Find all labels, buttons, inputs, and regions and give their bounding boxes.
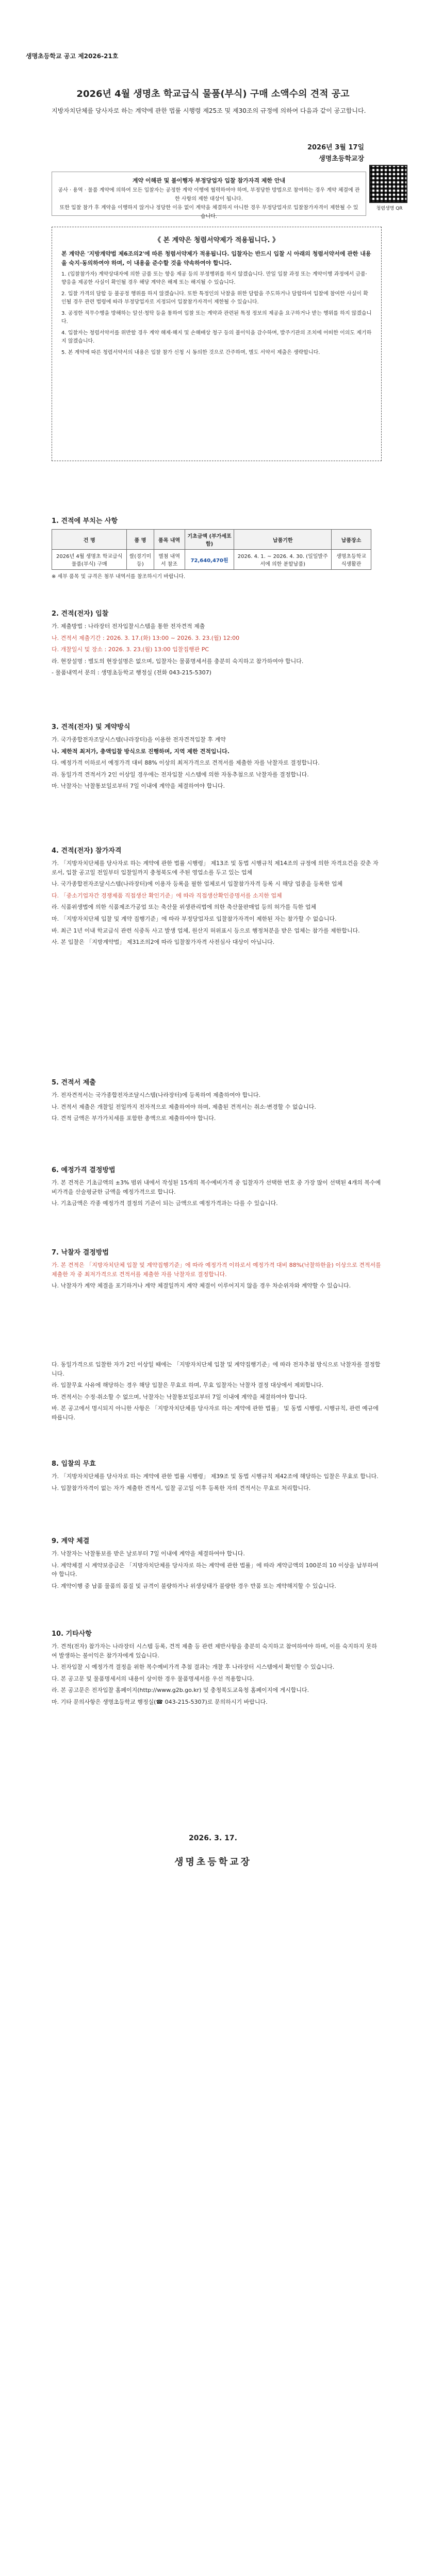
section-heading: 2. 견적(전자) 입찰 [52, 610, 109, 618]
section-item: 나. 기초금액은 각종 예정가격 결정의 기준이 되는 금액으로 예정가격과는 다를 수 있습니다. [52, 1200, 278, 1207]
section-etc [52, 1628, 382, 1709]
section-heading: 10. 기타사항 [52, 1630, 92, 1638]
section-item: 마. 견적서는 수정·취소할 수 없으며, 낙찰자는 낙찰통보일로부터 7일 이내에 계약을 체결하여야 합니다. [52, 1393, 307, 1400]
section-item: 다. 본 공고문 및 물품명세서의 내용이 상이한 경우 물품명세서를 우선 적용합니다. [52, 1675, 254, 1682]
section-heading: 7. 낙찰자 결정방법 [52, 1249, 109, 1257]
notice-line-3: 또한 입찰 참가 후 계약을 이행하지 않거나 정당한 이유 없이 계약을 체결하지 아니한 경우 부정당업자로 입찰참가자격이 제한될 수 있습니다. [59, 205, 358, 219]
closing-issuer: 생명초등학교장 [174, 1857, 252, 1868]
qr-caption: 청렴생명 QR [376, 206, 403, 211]
section-items [52, 515, 382, 584]
section-item: 다. 개찰일시 및 장소 : 2026. 3. 23.(월) 13:00 입찰집행관 PC [52, 646, 209, 653]
section-item: 다. 예정가격 이하로서 예정가격 대비 88% 이상의 최저가격으로 견적서를 제출한 자를 낙찰자로 결정합니다. [52, 759, 320, 767]
section-item: 나. 전자입찰 시 예정가격 결정을 위한 복수예비가격 추첨 결과는 개찰 후 나라장터 시스템에서 확인할 수 있습니다. [52, 1664, 335, 1671]
notice-date: 2026년 3월 17일 [307, 144, 364, 151]
section-item: 가. 본 견적은 「지방자치단체 입찰 및 계약집행기준」에 따라 예정가격 이하로서 예정가격 대비 88%(낙찰하한율) 이상으로 견적서를 제출한 자 중 최저가격으로 견적서를 제출한 자를 낙찰자로 결정합니다. [52, 1262, 381, 1278]
qr-code[interactable] [369, 165, 409, 214]
integrity-pledge-title: 《 본 계약은 청렴서약제가 적용됩니다. 》 [154, 236, 279, 244]
section-contract [52, 1535, 382, 1593]
table-cell: 2026년 4월 생명초 학교급식물품(부식) 구매 [52, 550, 127, 570]
section-item: 라. 식품위생법에 의한 식품제조가공업 또는 축산물 위생관리법에 의한 축산물판매업 등의 허가를 득한 업체 [52, 904, 316, 911]
items-note: ※ 세부 품목 및 규격은 첨부 내역서를 참조하시기 바랍니다. [52, 574, 186, 580]
notice-line-1: 계약 이해관 및 불이행자 부정당업자 입찰 참가자격 제한 안내 [132, 177, 286, 184]
section-item: 나. 견적서 제출은 개찰일 전일까지 전자적으로 제출하여야 하며, 제출된 견적서는 취소·변경할 수 없습니다. [52, 1103, 316, 1110]
section-heading: 6. 예정가격 결정방법 [52, 1166, 116, 1174]
table-header-cell: 납품장소 [332, 530, 371, 550]
section-item: 나. 계약체결 시 계약보증금은 「지방자치단체를 당사자로 하는 계약에 관한 법률」에 따라 계약금액의 100분의 10 이상을 납부하여야 합니다. [52, 1562, 379, 1578]
intro-text: 지방자치단체를 당사자로 하는 계약에 관한 법률 시행령 제25조 및 제30조의 규정에 의하여 다음과 같이 공고합니다. [52, 107, 366, 114]
table-header-cell: 납품기한 [234, 530, 332, 550]
section-item: - 물품내역서 문의 : 생명초등학교 행정실 (전화 043-215-5307) [52, 669, 211, 676]
section-item: 가. 제출방법 : 나라장터 전자입찰시스템을 통한 전자견적 제출 [52, 623, 205, 630]
table-cell: 생명초등학교 식생활관 [332, 550, 371, 570]
section-item: 나. 낙찰자가 계약 체결을 포기하거나 계약 체결일까지 계약 체결이 이루어지지 않을 경우 차순위자와 계약할 수 있습니다. [52, 1282, 351, 1290]
section-item: 라. 본 공고문은 전자입찰 홈페이지(http://www.g2b.go.kr) 및 충청북도교육청 홈페이지에 게시합니다. [52, 1687, 309, 1694]
table-header-row [52, 530, 371, 550]
items-table [52, 529, 371, 570]
integrity-pledge-p6: 5. 본 계약에 따른 청렴서약서의 내용은 입찰 참가 신청 시 동의한 것으로 간주하며, 별도 서약서 제출은 생략합니다. [61, 350, 320, 356]
table-header-cell: 기초금액 (부가세포함) [185, 530, 234, 550]
section-heading: 3. 견적(전자) 및 계약방식 [52, 723, 130, 731]
integrity-pledge-p2: 1. (입찰참가자) 계약상대자에 의한 금품 또는 향응 제공 등의 부정행위를 하지 않겠습니다. 만일 입찰 과정 또는 계약이행 과정에서 금품·향응을 제공한 사실이 확인될 경우 해당 계약은 해제 또는 해지될 수 있습니다. [61, 272, 367, 286]
section-item: 나. 견적서 제출기간 : 2026. 3. 17.(화) 13:00 ~ 2026. 3. 23.(월) 12:00 [52, 634, 240, 641]
table-cell: 별첨 내역서 참조 [154, 550, 185, 570]
section-heading: 5. 견적서 제출 [52, 1079, 96, 1087]
notice-line-2: 공사 · 용역 · 물품 계약에 의하여 모든 입찰자는 공정한 계약 이행에 협력하여야 하며, 부정당한 방법으로 참여하는 경우 계약 체결에 관한 사항의 제한 대상이 됩니다. [58, 187, 360, 202]
section-price [52, 1164, 382, 1211]
integrity-pledge-box [52, 227, 382, 461]
table-cell: 72,640,470원 [185, 550, 234, 570]
integrity-pledge-p3: 2. 입찰 가격의 담합 등 불공정 행위를 하지 않겠습니다. 또한 특정인의 낙찰을 위한 담합을 주도하거나 담합하여 입찰에 참여한 사실이 확인될 경우 관련 법령에 따라 부정당업자로 지정되어 입찰참가자격이 제한될 수 있습니다. [61, 291, 368, 306]
section-item: 라. 현장설명 : 별도의 현장설명은 없으며, 입찰자는 물품명세서를 충분히 숙지하고 참가하여야 합니다. [52, 657, 304, 665]
section-heading: 8. 입찰의 무효 [52, 1460, 96, 1468]
section-bidding [52, 608, 382, 680]
section-award [52, 1247, 382, 1293]
integrity-pledge-p4: 3. 공정한 직무수행을 방해하는 알선·청탁 등을 통하여 입찰 또는 계약과 관련된 특정 정보의 제공을 요구하거나 받는 행위를 하지 않겠습니다. [61, 311, 372, 325]
integrity-pledge-p5: 4. 입찰자는 청렴서약서를 위반할 경우 계약 해제·해지 및 손해배상 청구 등의 불이익을 감수하며, 발주기관의 조치에 어떠한 이의도 제기하지 않겠습니다. [61, 330, 372, 345]
document-number: 생명초등학교 공고 제2026-21호 [26, 53, 119, 60]
section-method [52, 721, 382, 793]
section-item: 마. 낙찰자는 낙찰통보일로부터 7일 이내에 계약을 체결하여야 합니다. [52, 783, 225, 790]
table-header-cell: 품목 내역 [154, 530, 185, 550]
section-item: 가. 본 견적은 기초금액의 ±3% 범위 내에서 작성된 15개의 복수예비가격 중 입찰자가 선택한 번호 중 가장 많이 선택된 4개의 복수예비가격을 산술평균한 금액을 예정가격으로 합니다. [52, 1179, 381, 1195]
section-item: 라. 동일가격 견적서가 2인 이상일 경우에는 전자입찰 시스템에 의한 자동추첨으로 낙찰자를 결정합니다. [52, 771, 309, 778]
section-item: 바. 최근 1년 이내 학교급식 관련 식중독 사고 발생 업체, 원산지 허위표시 등으로 행정처분을 받은 업체는 참가를 제한합니다. [52, 927, 360, 934]
section-item: 가. 「지방자치단체를 당사자로 하는 계약에 관한 법률 시행령」 제39조 및 동법 시행규칙 제42조에 해당하는 입찰은 무효로 합니다. [52, 1473, 379, 1480]
section-item: 가. 낙찰자는 낙찰통보를 받은 날로부터 7일 이내에 계약을 체결하여야 합니다. [52, 1550, 245, 1557]
section-item: 마. 「지방자치단체 입찰 및 계약 집행기준」에 따라 부정당업자로 입찰참가자격이 제한된 자는 참가할 수 없습니다. [52, 915, 337, 922]
section-item: 마. 기타 문의사항은 생명초등학교 행정실(☎ 043-215-5307)로 문의하시기 바랍니다. [52, 1698, 268, 1705]
table-header-cell: 건 명 [52, 530, 127, 550]
section-item: 가. 「지방자치단체를 당사자로 하는 계약에 관한 법률 시행령」 제13조 및 동법 시행규칙 제14조의 규정에 의한 자격요건을 갖춘 자로서, 입찰 공고일 전일부터 입찰일까지 충청북도에 주된 영업소를 두고 있는 업체 [52, 860, 379, 876]
section-item: 가. 국가종합전자조달시스템(나라장터)을 이용한 전자견적입찰 후 계약 [52, 736, 226, 743]
section-item: 사. 본 입찰은 「지방계약법」 제31조의2에 따라 입찰참가자격 사전심사 대상이 아닙니다. [52, 939, 275, 946]
document-title: 2026년 4월 생명초 학교급식 물품(부식) 구매 소액수의 견적 공고 [76, 89, 350, 99]
table-row [52, 550, 371, 570]
section-heading: 4. 견적(전자) 참가자격 [52, 847, 122, 855]
section-award-cont [52, 1360, 382, 1425]
closing-date: 2026. 3. 17. [189, 1834, 237, 1842]
table-cell: 2026. 4. 1. ~ 2026. 4. 30. (일일발주서에 의한 분할납품) [234, 550, 332, 570]
section-invalid [52, 1458, 382, 1495]
qr-code-icon [369, 165, 407, 203]
table-header-cell: 품 명 [127, 530, 154, 550]
table-cell: 쌀(경기미 등) [127, 550, 154, 570]
bidder-restriction-notice [52, 172, 366, 219]
section-item: 다. 견적 금액은 부가가치세를 포함한 총액으로 제출하여야 합니다. [52, 1115, 216, 1122]
section-item: 가. 견적(전자) 참가자는 나라장터 시스템 등록, 견적 제출 등 관련 제반사항을 충분히 숙지하고 참여하여야 하며, 이를 숙지하지 못하여 발생하는 불이익은 참가자에게 있습니다. [52, 1643, 378, 1659]
section-item: 다. 동일가격으로 입찰한 자가 2인 이상일 때에는 「지방자치단체 입찰 및 계약집행기준」에 따라 전자추첨 방식으로 낙찰자를 결정합니다. [52, 1361, 381, 1377]
integrity-pledge-p1: 본 계약은 '지방계약법 제6조의2'에 따른 청렴서약제가 적용됩니다. 입찰자는 반드시 입찰 시 아래의 청렴서약서에 관한 내용을 숙지·동의하여야 하며, 이 내용을 준수할 것을 약속하여야 합니다. [61, 250, 371, 266]
section-item: 나. 국가종합전자조달시스템(나라장터)에 이용자 등록을 필한 업체로서 입찰참가자격 등록 시 해당 업종을 등록한 업체 [52, 880, 343, 888]
section-item: 다. 「중소기업자간 경쟁제품 직접생산 확인기준」에 따라 직접생산확인증명서를 소지한 업체 [52, 892, 282, 899]
section-item: 가. 전자견적서는 국가종합전자조달시스템(나라장터)에 등록하여 제출하여야 합니다. [52, 1092, 260, 1098]
section-item: 라. 입찰무효 사유에 해당하는 경우 해당 입찰은 무효로 하며, 무효 입찰자는 낙찰자 결정 대상에서 제외합니다. [52, 1382, 323, 1389]
notice-issuer: 생명초등학교장 [319, 155, 364, 163]
section-item: 바. 본 공고에서 명시되지 아니한 사항은 「지방자치단체를 당사자로 하는 계약에 관한 법률」 및 동법 시행령, 시행규칙, 관련 예규에 따릅니다. [52, 1405, 379, 1421]
section-eligibility [52, 845, 382, 950]
section-heading: 1. 견적에 부치는 사항 [52, 517, 118, 525]
section-submission [52, 1077, 382, 1126]
section-item: 나. 제한적 최저가, 총액입찰 방식으로 진행하며, 지역 제한 견적입니다. [52, 748, 230, 755]
section-heading: 9. 계약 체결 [52, 1537, 90, 1545]
section-item: 다. 계약이행 중 납품 물품의 품질 및 규격이 불량하거나 위생상태가 불량한 경우 반품 또는 계약해지할 수 있습니다. [52, 1582, 336, 1589]
section-item: 나. 입찰참가자격이 없는 자가 제출한 견적서, 입찰 공고일 이후 등록한 자의 견적서는 무효로 처리합니다. [52, 1484, 311, 1492]
